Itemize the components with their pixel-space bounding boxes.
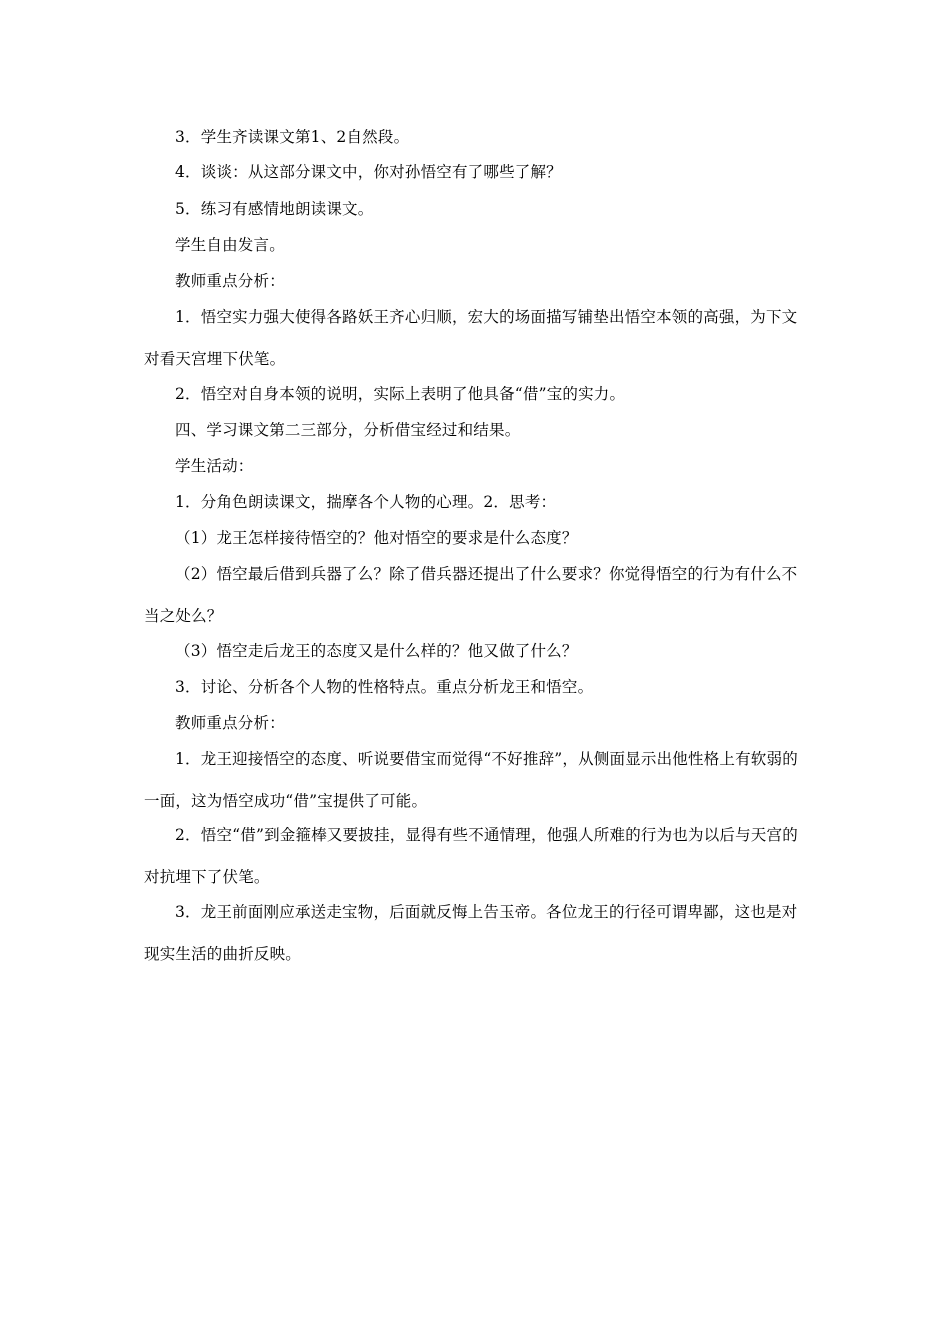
paragraph-9: 学生活动： (175, 457, 254, 475)
paragraph-13: （3）悟空走后龙王的态度又是什么样的？他又做了什么？ (175, 642, 578, 660)
paragraph-11: （1）龙王怎样接待悟空的？他对悟空的要求是什么态度？ (175, 529, 578, 547)
paragraph-14: 3．讨论、分析各个人物的性格特点。重点分析龙王和悟空。 (175, 678, 594, 696)
paragraph-6: 1．悟空实力强大使得各路妖王齐心归顺，宏大的场面描写铺垫出悟空本领的高强，为下文对看天宫埋下伏笔。 (144, 308, 798, 368)
paragraph-7: 2．悟空对自身本领的说明，实际上表明了他具备“借”宝的实力。 (175, 385, 626, 403)
paragraph-1: 3．学生齐读课文第1、2自然段。 (175, 128, 410, 146)
paragraph-3: 5．练习有感情地朗读课文。 (175, 200, 374, 218)
paragraph-18: 3．龙王前面刚应承送走宝物，后面就反悔上告玉帝。各位龙王的行径可谓卑鄙，这也是对现实生活的曲折反映。 (144, 903, 798, 963)
paragraph-8: 四、学习课文第二三部分，分析借宝经过和结果。 (175, 421, 521, 439)
paragraph-15: 教师重点分析： (175, 714, 285, 732)
paragraph-12: （2）悟空最后借到兵器了么？除了借兵器还提出了什么要求？你觉得悟空的行为有什么不当之处么？ (144, 565, 798, 625)
paragraph-4: 学生自由发言。 (175, 236, 285, 254)
paragraph-16: 1．龙王迎接悟空的态度、听说要借宝而觉得“不好推辞”，从侧面显示出他性格上有软弱的一面，这为悟空成功“借”宝提供了可能。 (144, 750, 798, 810)
paragraph-2: 4．谈谈：从这部分课文中，你对孙悟空有了哪些了解？ (175, 163, 562, 181)
paragraph-17: 2．悟空“借”到金箍棒又要披挂，显得有些不通情理，他强人所难的行为也为以后与天宫的对抗埋下了伏笔。 (144, 826, 798, 886)
paragraph-10: 1．分角色朗读课文，揣摩各个人物的心理。2．思考： (175, 493, 557, 511)
paragraph-5: 教师重点分析： (175, 272, 285, 290)
